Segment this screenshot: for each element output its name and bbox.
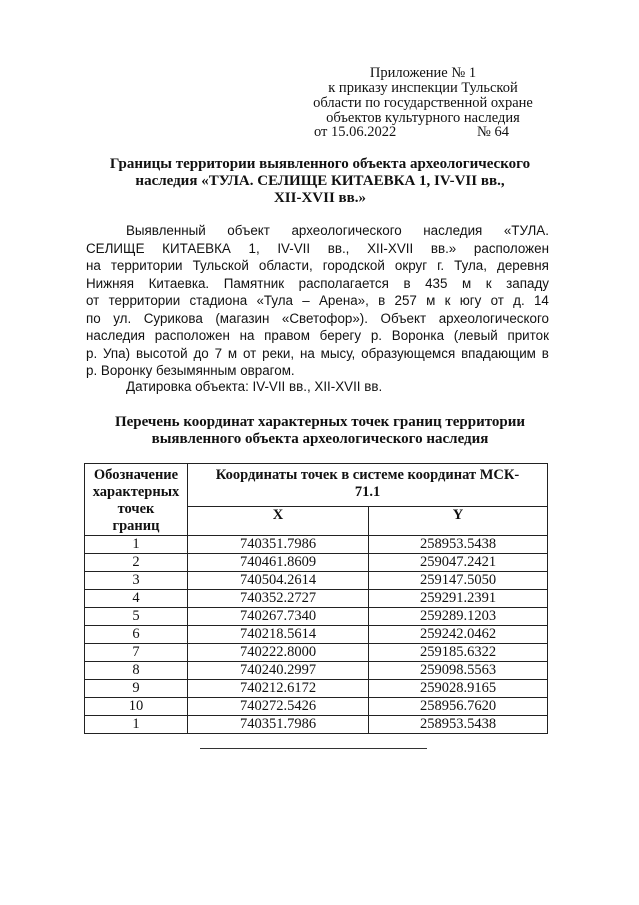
table-row: [85, 644, 548, 662]
word: СЕЛИЩЕ: [86, 240, 145, 256]
order-number: № 64: [477, 124, 509, 140]
word: 14: [533, 293, 549, 308]
title-line: XII-XVII вв.»: [273, 190, 367, 206]
word: располагается: [298, 275, 389, 291]
table-row: [85, 536, 548, 554]
table-row: [85, 716, 548, 734]
subtitle-line: выявленного объекта археологического наследия: [151, 431, 489, 447]
y-coordinate-cell: 259289.1203: [369, 608, 548, 626]
header-line: Координаты точек в системе координат МСК-: [215, 467, 520, 483]
point-number-cell: 1: [85, 716, 188, 734]
word: югу: [459, 293, 482, 308]
description-line: р. Воронку безымянным оврагом.: [86, 363, 295, 378]
description-line: [86, 275, 549, 293]
word: (магазин: [215, 310, 270, 326]
word: «Светофор»).: [281, 310, 368, 326]
word: –: [302, 293, 310, 308]
word: м: [426, 293, 436, 308]
word: к: [444, 293, 451, 308]
object-description: [86, 222, 549, 380]
description-line: [86, 345, 549, 363]
word: территории: [108, 293, 181, 308]
coordinate-system-header: [188, 464, 548, 507]
word: расположен: [154, 328, 230, 343]
word: вв.,: [327, 240, 350, 256]
coordinates-title: [90, 414, 550, 448]
word: стадиона: [189, 293, 248, 308]
word: образующемся: [361, 345, 456, 361]
point-number-cell: 1: [85, 536, 188, 554]
point-number-cell: 2: [85, 554, 188, 572]
word: на: [239, 328, 255, 343]
word: области,: [258, 258, 313, 273]
word: IV-VII: [277, 240, 311, 256]
word: высотой: [135, 345, 188, 361]
coordinates-table: [84, 463, 548, 734]
x-coordinate-cell: 740351.7986: [188, 716, 369, 734]
appendix-block: [298, 66, 548, 126]
word: д.: [513, 293, 525, 308]
x-coordinate-cell: 740352.2727: [188, 590, 369, 608]
word: в: [378, 293, 386, 308]
x-coordinate-cell: 740461.8609: [188, 554, 369, 572]
description-line: [86, 240, 549, 258]
word: объект: [227, 223, 270, 238]
table-row: [85, 572, 548, 590]
description-line: [86, 327, 549, 345]
word: Китаевка.: [148, 275, 210, 291]
word: «ТУЛА.: [503, 223, 549, 238]
word: Тульской: [192, 258, 249, 273]
word: м: [227, 345, 238, 361]
word: 435: [425, 275, 448, 291]
description-line: [86, 257, 549, 275]
word: приток: [507, 328, 549, 343]
x-coordinate-cell: 740212.6172: [188, 680, 369, 698]
word: до: [193, 345, 209, 361]
word: Упа): [103, 345, 131, 361]
appendix-line: объектов культурного наследия: [326, 110, 520, 126]
word: XII-XVII: [367, 240, 414, 256]
word: к: [485, 275, 492, 291]
appendix-line: Приложение № 1: [369, 65, 477, 81]
word: археологического: [291, 223, 402, 238]
word: р.: [86, 345, 98, 361]
x-coordinate-cell: 740272.5426: [188, 698, 369, 716]
word: правом: [264, 328, 310, 343]
x-coordinate-cell: 740267.7340: [188, 608, 369, 626]
y-coordinate-cell: 259147.5050: [369, 572, 548, 590]
word: Воронка: [391, 328, 445, 343]
table-row: [85, 608, 548, 626]
title-line: Границы территории выявленного объекта археологического: [109, 156, 531, 172]
x-coordinate-cell: 740351.7986: [188, 536, 369, 554]
word: г.: [437, 258, 445, 273]
description-line: [86, 310, 549, 328]
y-coordinate-cell: 259242.0462: [369, 626, 548, 644]
word: Памятник: [223, 275, 285, 291]
table-row: [85, 662, 548, 680]
appendix-line: к приказу инспекции Тульской: [328, 80, 518, 96]
y-coordinate-cell: 259098.5563: [369, 662, 548, 680]
point-number-cell: 7: [85, 644, 188, 662]
point-number-cell: 9: [85, 680, 188, 698]
word: «Тула: [256, 293, 294, 308]
point-number-cell: 4: [85, 590, 188, 608]
point-number-cell: 8: [85, 662, 188, 680]
word: в: [541, 345, 549, 361]
word: ул.: [113, 310, 132, 326]
word: археологического: [438, 310, 549, 326]
word: наследия: [423, 223, 483, 238]
table-row: [85, 680, 548, 698]
word: Арена»,: [319, 293, 369, 308]
word: берегу: [319, 328, 362, 343]
table-row: [85, 626, 548, 644]
word: от: [490, 293, 504, 308]
x-column-header: X: [188, 507, 369, 536]
y-coordinate-cell: 258953.5438: [369, 536, 548, 554]
word: реки,: [262, 345, 295, 361]
header-line: 71.1: [354, 484, 381, 500]
title-line: наследия «ТУЛА. СЕЛИЩЕ КИТАЕВКА 1, IV-VII вв.,: [135, 173, 505, 189]
word: западу: [506, 275, 549, 291]
point-number-cell: 3: [85, 572, 188, 590]
word: вв.»: [430, 240, 457, 256]
x-coordinate-cell: 740222.8000: [188, 644, 369, 662]
word: на: [86, 258, 101, 273]
point-number-cell: 5: [85, 608, 188, 626]
header-line: характерных: [92, 484, 180, 500]
word: городской: [322, 258, 385, 273]
order-date: от 15.06.2022: [314, 124, 397, 140]
table-row: [85, 554, 548, 572]
word: впадающим: [461, 345, 536, 361]
table-row: [85, 698, 548, 716]
description-line: [86, 222, 549, 240]
word: р.: [370, 328, 383, 343]
word: Нижняя: [86, 275, 135, 291]
order-date-line: [314, 124, 514, 141]
description-line: [86, 292, 549, 310]
word: от: [86, 293, 100, 308]
word: 1,: [248, 240, 260, 256]
word: Сурикова: [143, 310, 203, 326]
y-coordinate-cell: 258956.7620: [369, 698, 548, 716]
document-title: [90, 156, 550, 207]
subtitle-line: Перечень координат характерных точек границ территории: [114, 414, 526, 430]
word: Тула,: [454, 258, 487, 273]
word: м: [462, 275, 472, 291]
y-coordinate-cell: 258953.5438: [369, 716, 548, 734]
word: в: [403, 275, 411, 291]
word: Выявленный: [126, 223, 206, 238]
word: Объект: [380, 310, 427, 326]
point-number-cell: 6: [85, 626, 188, 644]
word: мысу,: [320, 345, 356, 361]
header-line: точек: [117, 501, 155, 517]
y-column-header: Y: [369, 507, 548, 536]
y-coordinate-cell: 259291.2391: [369, 590, 548, 608]
word: деревня: [497, 258, 549, 273]
appendix-line: области по государственной охране: [313, 95, 533, 111]
point-number-cell: 10: [85, 698, 188, 716]
y-coordinate-cell: 259185.6322: [369, 644, 548, 662]
word: территории: [110, 258, 183, 273]
word: (левый: [453, 328, 498, 343]
x-coordinate-cell: 740218.5614: [188, 626, 369, 644]
header-line: границ: [112, 518, 160, 534]
table-row: [85, 590, 548, 608]
end-separator-line: [200, 748, 427, 749]
word: наследия: [86, 328, 146, 343]
point-designation-header: [85, 464, 188, 536]
word: расположен: [473, 240, 549, 256]
word: КИТАЕВКА: [162, 240, 231, 256]
word: 257: [394, 293, 417, 308]
coordinates-table-body: [85, 536, 548, 734]
word: на: [299, 345, 315, 361]
word: по: [86, 310, 101, 326]
word: округ: [394, 258, 428, 273]
x-coordinate-cell: 740504.2614: [188, 572, 369, 590]
header-line: Обозначение: [93, 467, 179, 483]
word: 7: [214, 345, 223, 361]
object-dating: Датировка объекта: IV-VII вв., XII-XVII вв.: [126, 379, 383, 394]
x-coordinate-cell: 740240.2997: [188, 662, 369, 680]
y-coordinate-cell: 259028.9165: [369, 680, 548, 698]
y-coordinate-cell: 259047.2421: [369, 554, 548, 572]
word: от: [242, 345, 257, 361]
